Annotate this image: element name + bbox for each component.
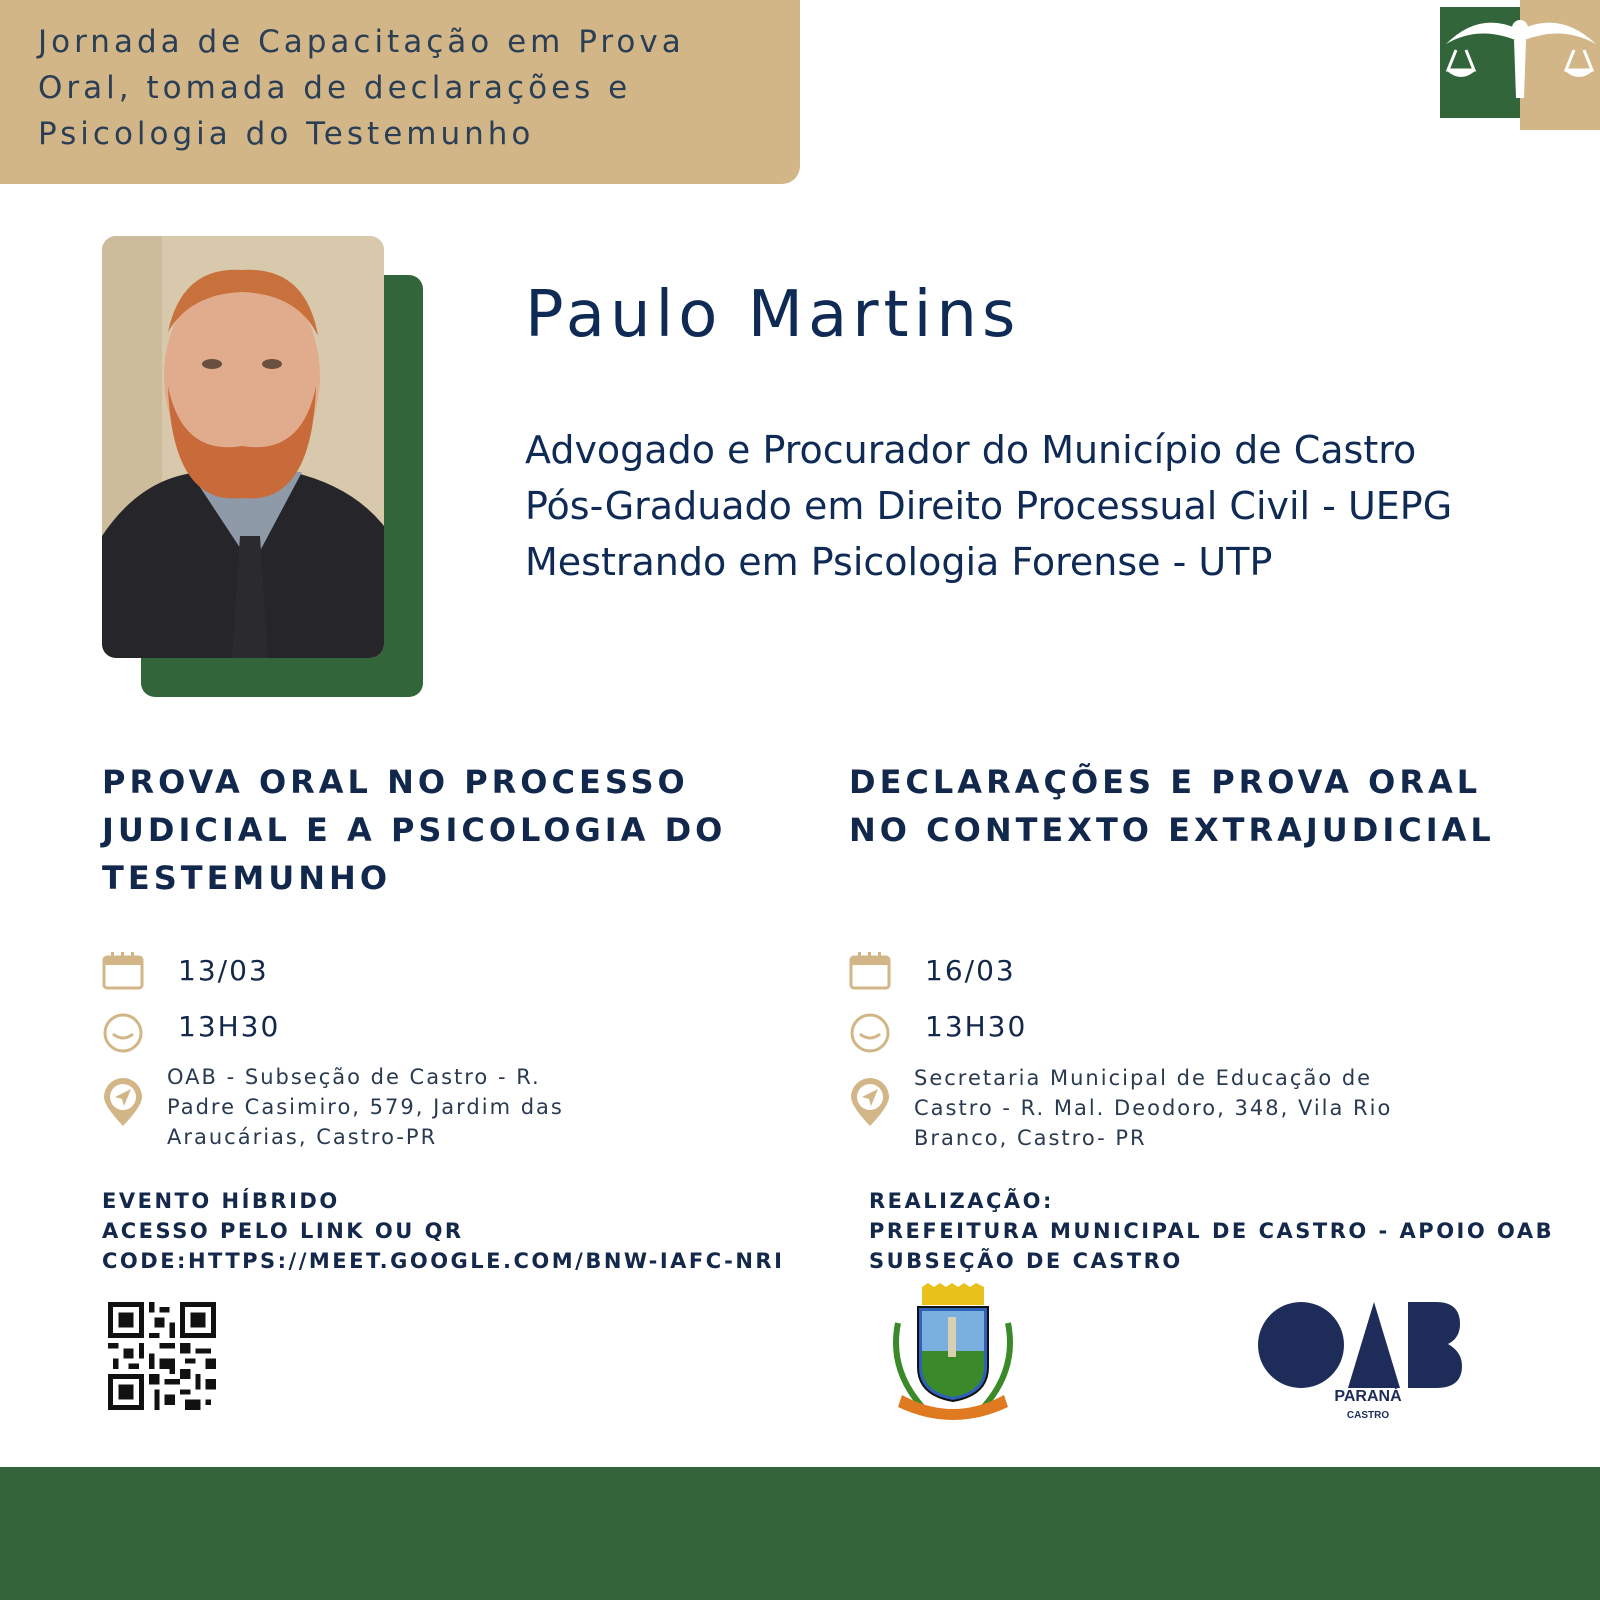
session-2-time: 13H30 xyxy=(925,1010,1028,1043)
calendar-icon xyxy=(849,952,891,990)
session-2-title-line-2: NO CONTEXTO EXTRAJUDICIAL xyxy=(849,811,1495,849)
access-instructions: ACESSO PELO LINK OU QR xyxy=(102,1219,464,1243)
session-1-date: 13/03 xyxy=(178,954,269,987)
speaker-photo xyxy=(102,236,384,658)
event-title-line-2: Oral, tomada de declarações e xyxy=(38,70,632,106)
session-1-title-line-1: PROVA ORAL NO PROCESSO xyxy=(102,763,689,801)
qr-code[interactable] xyxy=(108,1302,216,1410)
event-title-line-1: Jornada de Capacitação em Prova xyxy=(38,24,685,60)
meeting-link[interactable]: CODE:HTTPS://MEET.GOOGLE.COM/BNW-IAFC-NRI xyxy=(102,1249,785,1273)
session-2-location-line-3: Branco, Castro- PR xyxy=(914,1126,1147,1150)
organizer-line-2: SUBSEÇÃO DE CASTRO xyxy=(869,1249,1183,1273)
session-2-location-line-1: Secretaria Municipal de Educação de xyxy=(914,1066,1373,1090)
oab-logo xyxy=(1258,1302,1462,1388)
session-1-location-line-2: Padre Casimiro, 579, Jardim das xyxy=(167,1095,564,1119)
event-title-line-3: Psicologia do Testemunho xyxy=(38,116,535,152)
session-1-location-line-1: OAB - Subseção de Castro - R. xyxy=(167,1065,541,1089)
footer-band xyxy=(0,1467,1600,1600)
session-1-time: 13H30 xyxy=(178,1010,281,1043)
scales-justice-logo xyxy=(1440,0,1600,130)
location-pin-icon xyxy=(102,1076,144,1128)
speaker-credential-3: Mestrando em Psicologia Forense - UTP xyxy=(525,540,1273,584)
speaker-credential-1: Advogado e Procurador do Município de Castro xyxy=(525,428,1417,472)
castro-crest-logo xyxy=(888,1283,1018,1425)
clock-icon xyxy=(102,1012,144,1054)
session-1-title-line-3: TESTEMUNHO xyxy=(102,859,392,897)
organizer-line-1: PREFEITURA MUNICIPAL DE CASTRO - APOIO OAB xyxy=(869,1219,1555,1243)
session-2-title-line-1: DECLARAÇÕES E PROVA ORAL xyxy=(849,763,1482,801)
event-mode: EVENTO HÍBRIDO xyxy=(102,1189,340,1213)
calendar-icon xyxy=(102,952,144,990)
oab-region: PARANÁ xyxy=(1334,1388,1402,1405)
speaker-credential-2: Pós-Graduado em Direito Processual Civil - UEPG xyxy=(525,484,1453,528)
header-banner xyxy=(0,0,800,184)
session-1-location-line-3: Araucárias, Castro-PR xyxy=(167,1125,438,1149)
oab-city: CASTRO xyxy=(1346,1410,1390,1421)
clock-icon xyxy=(849,1012,891,1054)
location-pin-icon xyxy=(849,1076,891,1128)
session-2-date: 16/03 xyxy=(925,954,1016,987)
organizer-label: REALIZAÇÃO: xyxy=(869,1189,1054,1213)
session-2-location-line-2: Castro - R. Mal. Deodoro, 348, Vila Rio xyxy=(914,1096,1393,1120)
session-1-title-line-2: JUDICIAL E A PSICOLOGIA DO xyxy=(102,811,727,849)
speaker-name: Paulo Martins xyxy=(525,278,1021,352)
